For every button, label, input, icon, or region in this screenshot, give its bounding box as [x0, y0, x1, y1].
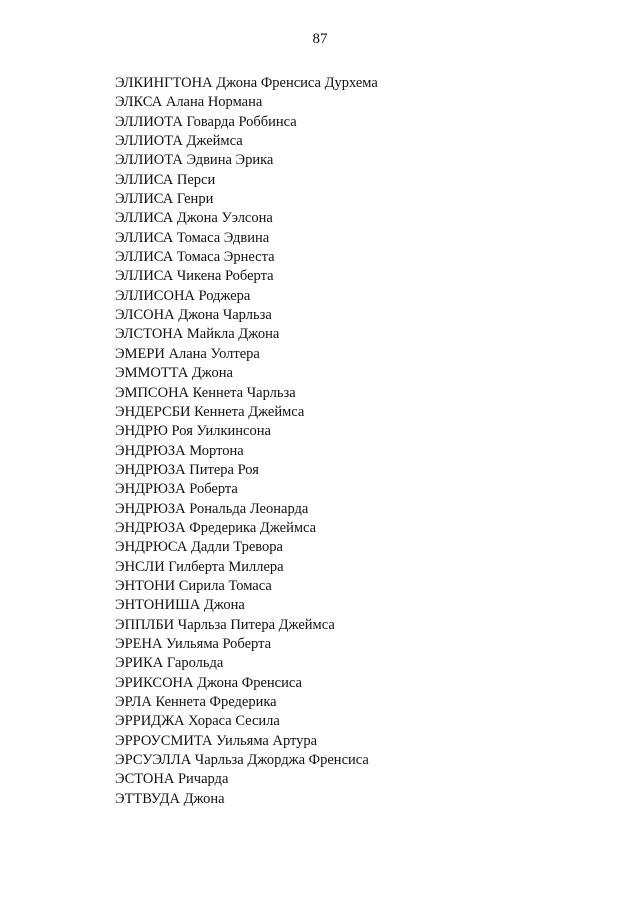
list-item: ЭРСУЭЛЛА Чарльза Джорджа Френсиса	[115, 752, 369, 769]
list-item: ЭМПСОНА Кеннета Чарльза	[115, 384, 296, 401]
list-item: ЭЛЛИСА Джона Уэлсона	[115, 210, 273, 227]
list-item: ЭНДРЮСА Дадли Тревора	[115, 539, 283, 556]
list-item: ЭЛЛИСА Томаса Эрнеста	[115, 249, 275, 266]
list-item: ЭЛЛИСОНА Роджера	[115, 287, 251, 304]
list-item: ЭЛЛИОТА Джеймса	[115, 133, 243, 150]
list-item: ЭЛКСА Алана Нормана	[115, 94, 263, 111]
list-item: ЭЛЛИСА Томаса Эдвина	[115, 229, 270, 246]
list-item: ЭЛЛИСА Чикена Роберта	[115, 268, 274, 285]
list-item: ЭНДРЮЗА Роберта	[115, 481, 238, 498]
list-item: ЭНДРЮЗА Мортона	[115, 442, 244, 459]
list-item: ЭРРОУСМИТА Уильяма Артура	[115, 732, 318, 749]
list-item: ЭНТОНИ Сирила Томаса	[115, 577, 272, 594]
list-item: ЭЛЛИОТА Говарда Роббинса	[115, 113, 297, 130]
list-item: ЭЛСОНА Джона Чарльза	[115, 307, 272, 324]
list-item: ЭРИКА Гарольда	[115, 655, 224, 672]
name-list	[115, 74, 378, 809]
list-item: ЭЛСТОНА Майкла Джона	[115, 326, 280, 343]
list-item: ЭЛКИНГТОНА Джона Френсиса Дурхема	[115, 75, 378, 91]
list-item: ЭСТОНА Ричарда	[115, 771, 229, 788]
list-item: ЭНДРЮЗА Рональда Леонарда	[115, 500, 309, 517]
page-number: 87	[312, 31, 328, 47]
list-item: ЭНДРЮ Роя Уилкинсона	[115, 423, 271, 440]
list-item: ЭЛЛИСА Генри	[115, 191, 214, 208]
list-item: ЭНСЛИ Гилберта Миллера	[115, 558, 284, 575]
list-item: ЭМЕРИ Алана Уолтера	[115, 345, 260, 362]
list-item: ЭНДРЮЗА Фредерика Джеймса	[115, 519, 317, 536]
list-item: ЭППЛБИ Чарльза Питера Джеймса	[115, 616, 335, 633]
list-item: ЭММОТТА Джона	[115, 365, 233, 382]
list-item: ЭЛЛИОТА Эдвина Эрика	[115, 152, 274, 169]
list-item: ЭРЕНА Уильяма Роберта	[115, 635, 272, 652]
list-item: ЭРРИДЖА Хораса Сесила	[115, 713, 280, 730]
list-item: ЭНДРЮЗА Питера Роя	[115, 461, 259, 478]
list-item: ЭРЛА Кеннета Фредерика	[115, 694, 277, 710]
list-item: ЭНДЕРСБИ Кеннета Джеймса	[115, 403, 305, 420]
list-item: ЭРИКСОНА Джона Френсиса	[115, 674, 302, 691]
list-item: ЭЛЛИСА Перси	[115, 171, 216, 188]
list-item: ЭТТВУДА Джона	[115, 790, 225, 807]
list-item: ЭНТОНИША Джона	[115, 597, 245, 614]
